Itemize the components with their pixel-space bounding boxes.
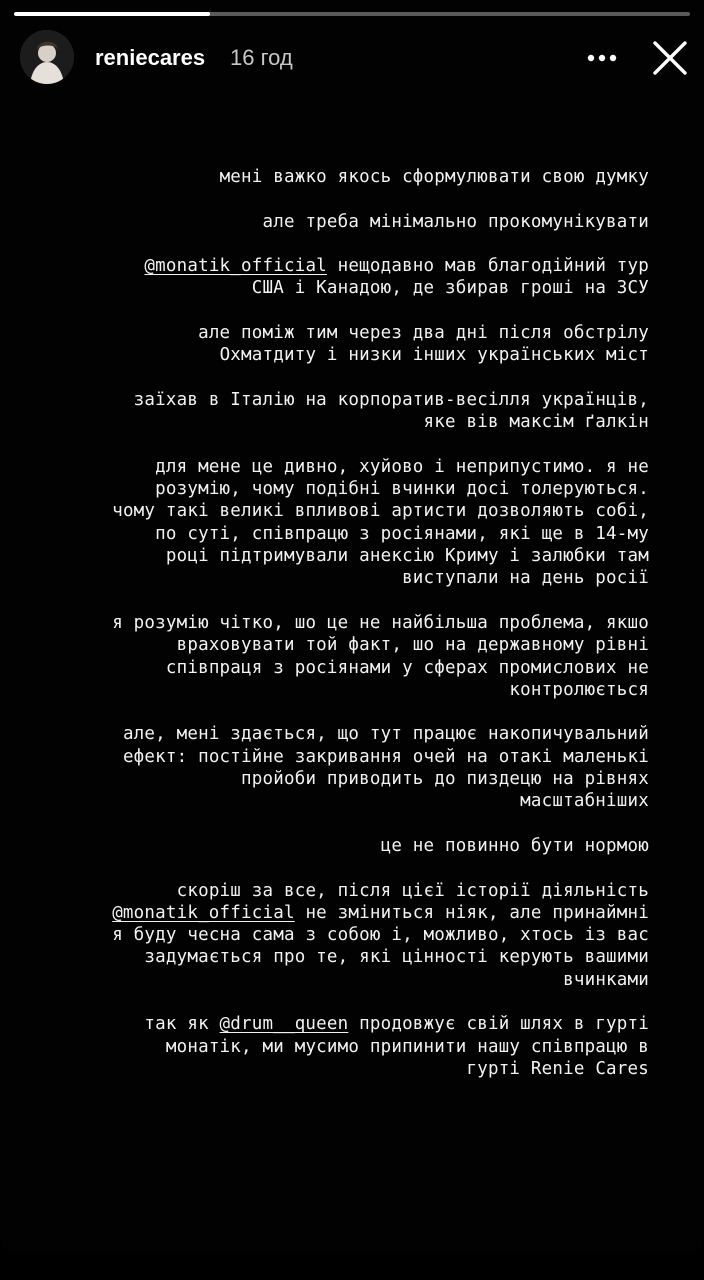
- mention-link[interactable]: @drum__queen: [219, 1014, 349, 1035]
- paragraph-text: але треба мінімально прокомунікувати: [262, 211, 649, 232]
- story-paragraph: [39, 166, 649, 188]
- story-paragraph: [39, 612, 649, 701]
- username[interactable]: reniecares: [95, 45, 206, 70]
- paragraph-text: монатік, ми мусимо припинити нашу співпрацю в: [165, 1036, 649, 1057]
- paragraph-text: для мене це дивно, хуйово і неприпустимо. я не: [155, 456, 649, 477]
- paragraph-text: Охматдиту і низки інших українських міст: [219, 345, 649, 366]
- story-timestamp: 16 год: [230, 45, 293, 70]
- story-paragraph: [39, 723, 649, 812]
- paragraph-text: але, мені здається, що тут працює накопичувальний: [122, 724, 649, 745]
- paragraph-text: виступали на день росії: [402, 568, 649, 589]
- story-text: [39, 166, 649, 1102]
- paragraph-text: продовжує свій шлях в гурті: [348, 1014, 649, 1035]
- paragraph-text: яке вів максім ґалкін: [423, 412, 649, 433]
- story-paragraph: [39, 255, 649, 300]
- paragraph-text: гурті Renie Cares: [466, 1058, 649, 1079]
- story-paragraph: [39, 1013, 649, 1080]
- paragraph-text: контролюється: [509, 679, 649, 700]
- story-paragraph: [39, 456, 649, 590]
- story-paragraph: [39, 211, 649, 233]
- paragraph-text: не зміниться ніяк, але принаймні: [294, 902, 649, 923]
- paragraph-text: я буду чесна сама з собою і, можливо, хтось із вас: [112, 925, 649, 946]
- story-progress-fill: [14, 12, 210, 16]
- close-button[interactable]: [648, 36, 692, 80]
- paragraph-text: США і Канадою, де збирав гроші на ЗСУ: [251, 278, 649, 299]
- paragraph-text: нещодавно мав благодійний тур: [326, 256, 649, 277]
- paragraph-text: скоріш за все, після цієї історії діяльність: [176, 880, 649, 901]
- paragraph-text: я розумію чітко, шо це не найбільша проблема, якшо: [112, 612, 649, 633]
- paragraph-text: вчинками: [563, 969, 649, 990]
- paragraph-text: але поміж тим через два дні після обстрілу: [198, 323, 649, 344]
- paragraph-text: це не повинно бути нормою: [380, 835, 649, 856]
- paragraph-text: пройоби приводить до пиздецю на рівнях: [241, 769, 649, 790]
- story-paragraph: [39, 389, 649, 434]
- paragraph-text: співпраця з росіянами у сферах промислових не: [165, 657, 649, 678]
- more-horizontal-icon: [587, 54, 617, 62]
- paragraph-text: масштабніших: [520, 791, 649, 812]
- mention-link[interactable]: @monatik_official: [112, 902, 295, 923]
- paragraph-text: по суті, співпрацю з росіянами, які ще в 14-му: [155, 523, 649, 544]
- paragraph-text: ефект: постійне закривання очей на отакі маленькі: [122, 746, 649, 767]
- paragraph-text: враховувати той факт, шо на державному рівні: [176, 635, 649, 656]
- bottom-bar: [0, 1252, 704, 1280]
- paragraph-text: заїхав в Італію на корпоратив-весілля українців,: [133, 389, 649, 410]
- story-paragraph: [39, 880, 649, 991]
- paragraph-text: чому такі великі впливові артисти дозволяють собі,: [112, 501, 649, 522]
- mention-link[interactable]: @monatik_official: [144, 256, 327, 277]
- paragraph-text: задумається про те, які цінності керують вашими: [144, 947, 649, 968]
- story-progress-bar: [14, 12, 690, 16]
- paragraph-text: так як: [144, 1014, 220, 1035]
- paragraph-text: мені важко якось сформулювати свою думку: [219, 167, 649, 187]
- story-paragraph: [39, 835, 649, 857]
- close-icon: [653, 41, 687, 75]
- more-options-button[interactable]: [580, 40, 624, 76]
- paragraph-text: році підтримували анексію Криму і залюбки там: [165, 546, 649, 567]
- avatar[interactable]: [20, 30, 74, 84]
- story-paragraph: [39, 322, 649, 367]
- paragraph-text: розумію, чому подібні вчинки досі толеруються.: [155, 479, 649, 500]
